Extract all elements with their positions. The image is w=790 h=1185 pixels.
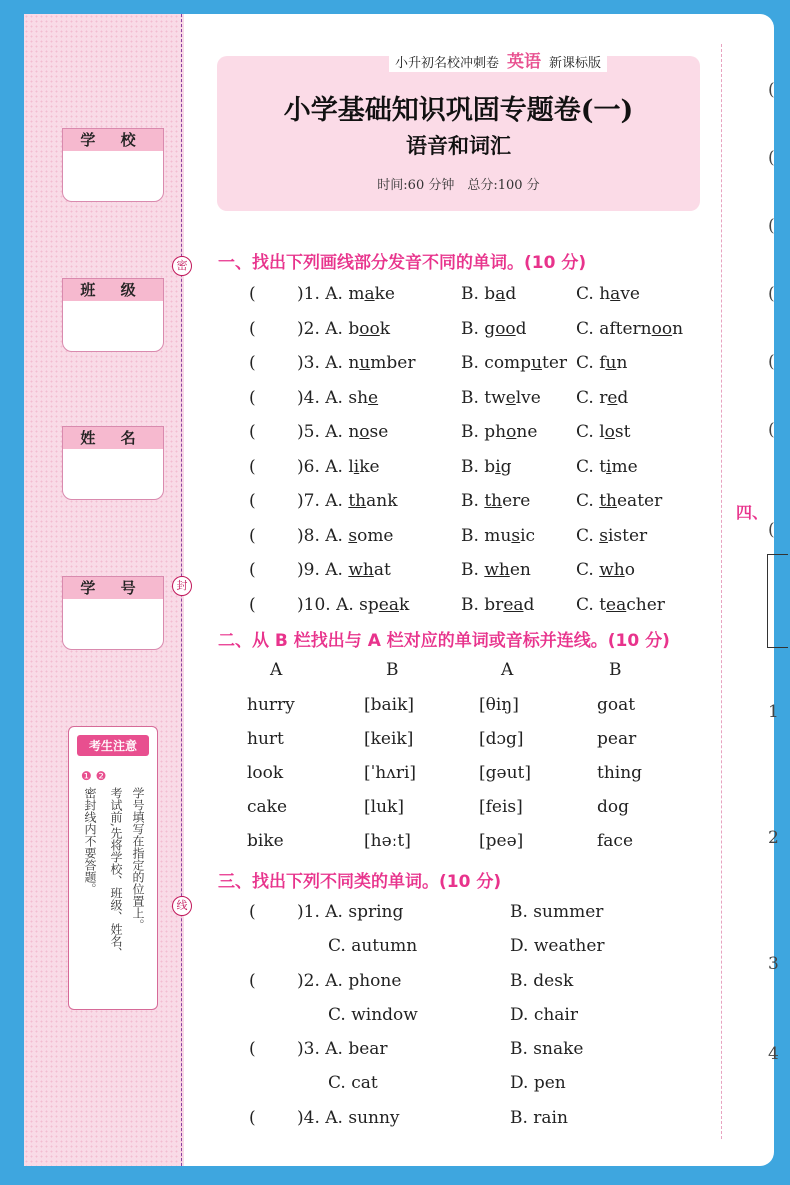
option-c: [576, 560, 635, 580]
match-item[interactable]: [feis]: [479, 797, 523, 817]
question-number: )1. A.: [297, 284, 349, 304]
word-a-underlined: s: [348, 525, 358, 546]
word-c-underlined: s: [599, 525, 608, 546]
question-number: )8. A.: [297, 525, 349, 546]
word-b-part: g: [500, 456, 512, 477]
answer-paren[interactable]: (: [249, 387, 256, 408]
word-c-underlined: e: [607, 387, 618, 408]
seal-char-mi: 密: [172, 256, 192, 276]
notice-title: 考生注意: [77, 735, 149, 756]
section-2-heading: 二、从 B 栏找出与 A 栏对应的单词或音标并连线。(10 分): [218, 631, 670, 651]
word-c-part: C. r: [576, 387, 608, 408]
word-b-part: d: [505, 284, 517, 304]
student-id-label: 学 号: [63, 577, 163, 599]
option-c: C. cat: [328, 1073, 378, 1093]
word-c-part: C. aftern: [576, 318, 652, 339]
option-c: [576, 422, 630, 442]
cut-box: [767, 554, 788, 648]
word-c-part: n: [672, 318, 684, 339]
word-a-part: n: [348, 422, 360, 442]
match-item[interactable]: pear: [597, 729, 637, 749]
word-b-underlined: a: [495, 284, 506, 304]
option-d: D. weather: [510, 936, 605, 956]
word-a-underlined: ea: [378, 594, 399, 615]
word-a-part: se: [369, 422, 389, 442]
student-id-field[interactable]: [62, 576, 164, 650]
section-1-heading: 一、找出下列画线部分发音不同的单词。(10 分): [218, 253, 587, 273]
option-a: [297, 284, 395, 304]
word-c-underlined: oo: [651, 318, 673, 339]
option-b: [461, 560, 531, 580]
match-item[interactable]: [ˈhʌri]: [364, 763, 417, 783]
word-c-part: me: [611, 456, 638, 477]
option-c: [576, 491, 662, 511]
seal-char-xian: 线: [172, 896, 192, 916]
col-header-a2: A: [501, 660, 514, 680]
word-c-part: ister: [607, 525, 648, 546]
answer-paren[interactable]: (: [249, 1107, 256, 1128]
match-item[interactable]: [θiŋ]: [479, 695, 519, 715]
col-header-b1: B: [386, 660, 399, 680]
match-item[interactable]: [həːt]: [364, 831, 411, 851]
word-c-part: n: [616, 353, 628, 373]
word-c-part: cher: [626, 594, 665, 615]
word-b-part: ne: [516, 422, 538, 442]
answer-paren[interactable]: (: [249, 902, 256, 922]
option-b: [461, 284, 516, 304]
word-c-underlined: ea: [606, 594, 627, 615]
word-a-part: k: [379, 318, 391, 339]
word-c-part: C.: [576, 560, 600, 580]
option-b: [461, 388, 541, 408]
option-b: [461, 319, 527, 339]
word-b-part: ter: [542, 353, 568, 373]
option-d: D. chair: [510, 1004, 578, 1025]
class-field[interactable]: [62, 278, 164, 352]
edition-name: 新课标版: [549, 56, 602, 71]
page-subtitle: 语音和词汇: [406, 134, 511, 158]
word-c-underlined: o: [604, 422, 615, 442]
word-b-part: d: [515, 318, 527, 339]
cut-paren: (: [768, 80, 775, 100]
word-a-part: k: [398, 594, 410, 615]
match-item[interactable]: bike: [247, 831, 284, 851]
option-c: [576, 284, 640, 304]
word-a-part: ome: [357, 525, 394, 546]
word-c-underlined: i: [606, 456, 612, 477]
question-number: )7. A.: [297, 491, 349, 511]
section-3-heading: 三、找出下列不同类的单词。(10 分): [218, 872, 502, 892]
school-label: 学 校: [63, 129, 163, 151]
word-c-underlined: wh: [599, 560, 625, 580]
word-b-underlined: s: [511, 525, 521, 546]
option-a: )1. A. spring: [297, 902, 404, 922]
word-b-part: B. comp: [461, 353, 532, 373]
match-item[interactable]: [baik]: [364, 695, 415, 715]
word-a-underlined: th: [348, 491, 367, 511]
option-c: C. autumn: [328, 936, 418, 956]
seal-char-feng: 封: [172, 576, 192, 596]
option-b: [461, 526, 535, 546]
option-c: C. window: [328, 1004, 418, 1025]
series-name: 小升初名校冲刺卷: [395, 56, 500, 71]
subject-name: 英语: [507, 52, 542, 72]
word-a-part: at: [373, 560, 391, 580]
cut-paren: (: [768, 216, 775, 236]
option-a: )2. A. phone: [297, 970, 402, 991]
word-b-part: B.: [461, 491, 485, 511]
school-field[interactable]: [62, 128, 164, 202]
option-a: )3. A. bear: [297, 1039, 388, 1059]
option-a: [297, 388, 378, 408]
word-c-part: C. t: [576, 594, 607, 615]
word-b-part: B. mu: [461, 525, 512, 546]
answer-paren[interactable]: (: [249, 284, 256, 304]
option-c: [576, 526, 647, 546]
option-a: [297, 422, 388, 442]
word-b-part: B.: [461, 560, 485, 580]
name-field[interactable]: [62, 426, 164, 500]
word-c-part: C. f: [576, 353, 606, 373]
answer-paren[interactable]: (: [249, 353, 256, 373]
word-a-part: mber: [370, 353, 416, 373]
match-item[interactable]: hurry: [247, 695, 295, 715]
word-b-part: lve: [515, 387, 541, 408]
word-c-part: ve: [620, 284, 640, 304]
question-number: )9. A.: [297, 560, 349, 580]
notice-box: [68, 726, 158, 1010]
word-a-part: sp: [359, 594, 379, 615]
word-a-underlined: i: [353, 456, 360, 477]
word-c-part: C. l: [576, 422, 605, 442]
option-a: [297, 560, 391, 580]
notice-item: 密封线内不要答题。: [83, 787, 97, 895]
answer-paren[interactable]: (: [249, 525, 256, 546]
question-number: )4. A.: [297, 387, 349, 408]
notice-item: 考试前,先将学校、班级、姓名、: [109, 787, 123, 959]
cut-number: 4: [768, 1044, 779, 1064]
option-b: [461, 457, 512, 477]
option-a: [297, 526, 394, 546]
answer-paren[interactable]: (: [249, 422, 256, 442]
word-b-part: B. g: [461, 318, 496, 339]
notice-numbers: ❶ ❷: [81, 769, 107, 783]
word-a-underlined: e: [368, 387, 379, 408]
class-label: 班 级: [63, 279, 163, 301]
option-b: [461, 491, 530, 511]
option-b: [461, 353, 567, 373]
option-a: [297, 457, 380, 477]
option-d: D. pen: [510, 1073, 566, 1093]
exam-page: [24, 14, 779, 1166]
answer-paren[interactable]: (: [249, 560, 256, 580]
match-item[interactable]: cake: [247, 797, 288, 817]
option-a: [297, 595, 409, 615]
col-header-a1: A: [270, 660, 283, 680]
word-a-underlined: wh: [348, 560, 374, 580]
option-b: B. rain: [510, 1107, 568, 1128]
word-b-underlined: u: [531, 353, 543, 373]
option-b: B. summer: [510, 902, 604, 922]
word-a-part: ke: [374, 284, 395, 304]
question-number: )3. A.: [297, 353, 349, 373]
match-item[interactable]: [gəut]: [479, 763, 531, 783]
word-b-underlined: ea: [503, 594, 524, 615]
option-a: )4. A. sunny: [297, 1107, 400, 1128]
match-item[interactable]: [luk]: [364, 797, 404, 817]
word-c-part: C.: [576, 491, 600, 511]
cut-paren: (: [768, 352, 775, 372]
word-b-underlined: e: [505, 387, 516, 408]
answer-paren[interactable]: (: [249, 970, 256, 991]
word-a-part: b: [348, 318, 360, 339]
word-c-underlined: th: [599, 491, 617, 511]
word-a-part: l: [348, 456, 354, 477]
answer-paren[interactable]: (: [249, 594, 256, 615]
word-a-part: m: [348, 284, 365, 304]
word-b-part: ere: [502, 491, 531, 511]
word-a-underlined: oo: [359, 318, 380, 339]
word-b-underlined: th: [484, 491, 503, 511]
word-b-underlined: o: [506, 422, 517, 442]
time-score: 时间:60 分钟 总分:100 分: [377, 178, 540, 193]
cut-number: 2: [768, 828, 779, 848]
word-b-underlined: oo: [495, 318, 516, 339]
option-a: [297, 491, 398, 511]
match-item[interactable]: face: [597, 831, 634, 851]
option-c: [576, 457, 638, 477]
option-b: [461, 595, 534, 615]
word-c-part: st: [614, 422, 631, 442]
word-b-part: B. ph: [461, 422, 507, 442]
question-number: )6. A.: [297, 456, 349, 477]
word-c-part: C. h: [576, 284, 611, 304]
word-a-part: ke: [359, 456, 380, 477]
answer-paren[interactable]: (: [249, 491, 256, 511]
question-number: )2. A.: [297, 318, 349, 339]
cut-number: 3: [768, 954, 779, 974]
series-line: [389, 47, 607, 72]
match-item[interactable]: [keik]: [364, 729, 414, 749]
match-item[interactable]: goat: [597, 695, 636, 715]
answer-paren[interactable]: (: [249, 318, 256, 339]
option-c: [576, 388, 628, 408]
word-b-part: B. b: [461, 284, 496, 304]
cut-paren: (: [768, 284, 775, 304]
word-c-part: eater: [617, 491, 663, 511]
option-b: [461, 422, 537, 442]
word-c-part: o: [624, 560, 635, 580]
question-number: )5. A.: [297, 422, 349, 442]
word-c-underlined: a: [610, 284, 621, 304]
word-c-part: C. t: [576, 456, 607, 477]
word-c-underlined: u: [605, 353, 617, 373]
word-b-underlined: i: [495, 456, 501, 477]
cut-number: 1: [768, 702, 779, 722]
cut-paren: (: [768, 148, 775, 168]
col-header-b2: B: [609, 660, 622, 680]
option-c: [576, 319, 683, 339]
cut-paren: (: [768, 420, 775, 440]
word-a-part: sh: [348, 387, 369, 408]
option-a: [297, 353, 415, 373]
match-item[interactable]: thing: [597, 763, 643, 783]
word-b-part: d: [523, 594, 535, 615]
match-item[interactable]: look: [247, 763, 284, 783]
word-a-part: ank: [366, 491, 398, 511]
answer-paren[interactable]: (: [249, 1039, 256, 1059]
option-a: [297, 319, 390, 339]
page-title: 小学基础知识巩固专题卷(一): [283, 95, 634, 126]
question-number: )10. A.: [297, 594, 360, 615]
match-item[interactable]: [peə]: [479, 831, 524, 851]
answer-paren[interactable]: (: [249, 456, 256, 477]
word-a-underlined: u: [359, 353, 371, 373]
word-b-part: B. br: [461, 594, 504, 615]
notice-item: 学号填写在指定的位置上。: [131, 787, 145, 931]
name-label: 姓 名: [63, 427, 163, 449]
option-b: B. snake: [510, 1039, 584, 1059]
match-item[interactable]: [dɔg]: [479, 729, 524, 749]
word-b-part: ic: [520, 525, 536, 546]
section-4-heading: 四、: [736, 503, 769, 522]
match-item[interactable]: hurt: [247, 729, 284, 749]
word-c-part: C.: [576, 525, 600, 546]
word-b-part: B. b: [461, 456, 496, 477]
word-b-part: B. tw: [461, 387, 506, 408]
option-b: B. desk: [510, 970, 574, 991]
column-divider: [721, 44, 722, 1139]
word-b-underlined: wh: [484, 560, 510, 580]
word-a-part: n: [348, 353, 360, 373]
option-c: [576, 353, 627, 373]
option-c: [576, 595, 665, 615]
cut-paren: (: [768, 520, 775, 540]
word-b-part: en: [509, 560, 531, 580]
match-item[interactable]: dog: [597, 797, 629, 817]
word-a-underlined: o: [359, 422, 370, 442]
word-c-part: d: [617, 387, 629, 408]
word-a-underlined: a: [364, 284, 375, 304]
